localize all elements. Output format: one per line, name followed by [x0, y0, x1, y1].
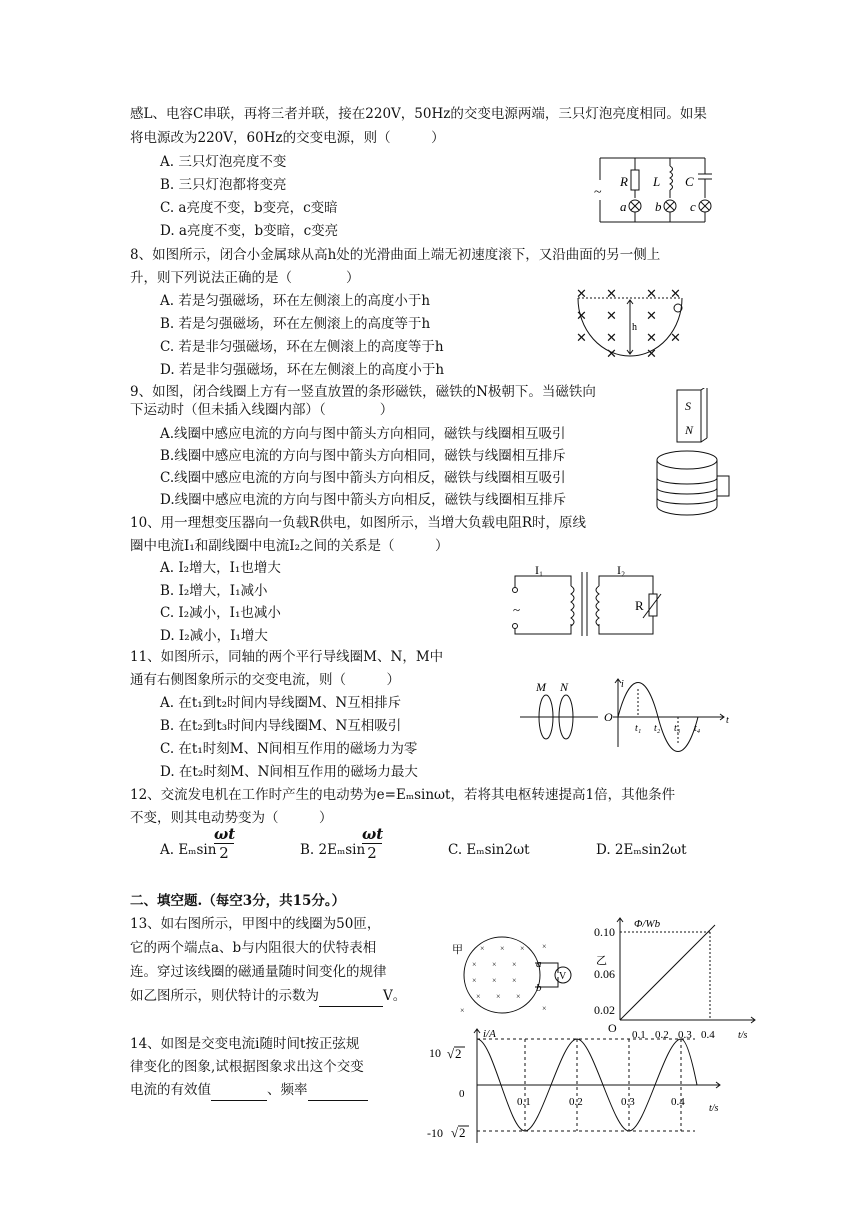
q13-line2: 它的两个端点a、b与内阻很大的伏特表相: [130, 940, 377, 956]
q11-n-label: N: [560, 680, 569, 694]
q7-b-label: b: [655, 199, 662, 214]
svg-text:✕: ✕: [646, 346, 657, 361]
q13-ytick-006: 0.06: [594, 967, 615, 981]
q11-option-a[interactable]: A. 在t₁到t₂时间内导线圈M、N互相排斥: [160, 695, 402, 711]
q9-line1: 9、如图，闭合线圈上方有一竖直放置的条形磁铁，磁铁的N极朝下。当磁铁向: [130, 384, 596, 400]
q9-line2: 下运动时（但未插入线圈内部）（ ）: [130, 402, 394, 418]
q8-option-c[interactable]: C. 若是非匀强磁场，环在左侧滚上的高度等于h: [160, 339, 444, 355]
q8-line1: 8、如图所示，闭合小金属球从高h处的光滑曲面上端无初速度滚下，又沿曲面的另一侧上: [130, 247, 661, 263]
svg-text:×: ×: [472, 976, 477, 985]
q11-line2: 通有右侧图象所示的交变电流，则（ ）: [130, 672, 400, 688]
q11-t3-label: t₃: [674, 723, 681, 734]
q7-line1: 感L、电容C串联，再将三者并联，接在220V，50Hz的交变电源两端，三只灯泡亮度相同。如果: [130, 106, 707, 122]
q13-line1: 13、如右图所示，甲图中的线圈为50匝，: [130, 916, 381, 932]
q10-option-a[interactable]: A. I₂增大，I₁也增大: [160, 560, 281, 576]
q11-origin-label: O: [604, 710, 613, 724]
svg-text:✕: ✕: [646, 308, 657, 323]
svg-text:×: ×: [460, 1006, 465, 1015]
q10-option-b[interactable]: B. I₂增大，I₁减小: [160, 583, 268, 599]
q10-source-label: ~: [513, 602, 521, 617]
q7-c-label: C: [685, 174, 694, 189]
q8-option-d[interactable]: D. 若是非匀强磁场，环在左侧滚上的高度小于h: [160, 362, 445, 378]
q7-option-d[interactable]: D. a亮度不变，b变暗，c变亮: [160, 223, 339, 239]
q11-option-d[interactable]: D. 在t₂时刻M、N间相互作用的磁场力最大: [160, 764, 418, 780]
q14-line3-text: 电流的有效值: [130, 1082, 211, 1098]
q8-option-a[interactable]: A. 若是匀强磁场，环在左侧滚上的高度小于h: [160, 293, 431, 309]
q13-a-label: a: [536, 958, 542, 970]
q11-option-b[interactable]: B. 在t₂到t₃时间内导线圈M、N互相吸引: [160, 718, 402, 734]
q11-t1-label: t₁: [635, 723, 642, 734]
q7-option-b[interactable]: B. 三只灯泡都将变亮: [160, 177, 287, 193]
q8-line2: 升，则下列说法正确的是（ ）: [130, 270, 360, 286]
svg-text:×: ×: [520, 944, 525, 953]
svg-text:×: ×: [480, 944, 485, 953]
svg-text:×: ×: [512, 960, 517, 969]
q13-line3: 连。穿过该线圈的磁通量随时间变化的规律: [130, 964, 387, 980]
q14-xtick-01: 0.1: [517, 1096, 531, 1108]
q13-xtick-02: 0.2: [655, 1029, 669, 1041]
q7-option-c[interactable]: C. a亮度不变，b变亮，c变暗: [160, 200, 338, 216]
q12-option-d[interactable]: D. 2Eₘsin2ωt: [596, 842, 687, 858]
q14-line1: 14、如图是交变电流i随时间t按正弦规: [130, 1036, 360, 1052]
q12-option-a-fraction: [214, 825, 234, 862]
q11-line1: 11、如图所示，同轴的两个平行导线圈M、N，M中: [130, 649, 444, 665]
svg-text:×: ×: [512, 976, 517, 985]
q12-frac-den-b: 2: [367, 844, 377, 862]
q11-t2-label: t₂: [654, 723, 661, 734]
q13-b-label: b: [536, 982, 542, 994]
q12-frac-num-a: ωt: [214, 825, 236, 843]
svg-text:✕: ✕: [606, 286, 617, 301]
q10-option-d[interactable]: D. I₂减小，I₁增大: [160, 628, 268, 644]
q13-xtick-03: 0.3: [678, 1029, 692, 1041]
q10-i1-label: I₁: [535, 563, 544, 577]
q12-option-b-prefix: B. 2Eₘsin: [300, 842, 366, 858]
q13-line4: [130, 986, 406, 1007]
q14-ymax-sqrt-sign: √: [447, 1046, 455, 1061]
section-fill-in-heading: 二、填空题.（每空3分，共15分。）: [130, 893, 346, 909]
svg-text:✕: ✕: [606, 346, 617, 361]
svg-text:✕: ✕: [576, 286, 587, 301]
q7-r-label: R: [620, 174, 628, 189]
q12-option-a[interactable]: [160, 840, 216, 860]
q7-source-label: ~: [594, 185, 602, 200]
q13-unit: V。: [383, 988, 407, 1004]
q8-option-b[interactable]: B. 若是匀强磁场，环在左侧滚上的高度等于h: [160, 316, 431, 332]
q7-line2: 将电源改为220V，60Hz的交变电源，则（ ）: [130, 130, 445, 146]
svg-text:✕: ✕: [576, 330, 587, 345]
q9-magnet-coil-diagram: [655, 388, 735, 518]
svg-text:✕: ✕: [670, 330, 681, 345]
q9-option-b[interactable]: B.线圈中感应电流的方向与图中箭头方向相同，磁铁与线圈相互排斥: [160, 448, 566, 464]
q14-zero-label: 0: [459, 1088, 465, 1100]
svg-text:✕: ✕: [670, 286, 681, 301]
svg-text:✕: ✕: [576, 308, 587, 323]
q14-sine-current-graph: [425, 1025, 735, 1145]
svg-text:×: ×: [542, 942, 547, 951]
q12-option-c[interactable]: C. Eₘsin2ωt: [448, 842, 530, 858]
q14-ymax-sqrt2: 2: [455, 1046, 462, 1061]
q12-option-b-fraction: [362, 825, 382, 862]
svg-text:×: ×: [542, 1004, 547, 1013]
svg-text:×: ×: [496, 992, 501, 1001]
q13-flux-graph: [590, 912, 760, 1042]
q11-option-c[interactable]: C. 在t₁时刻M、N间相互作用的磁场力为零: [160, 741, 418, 757]
q7-c-lamp-label: c: [690, 199, 696, 214]
svg-text:×: ×: [516, 992, 521, 1001]
q10-transformer-diagram: [505, 560, 665, 640]
q14-line2: 律变化的图象,试根据图象求出这个交变: [130, 1059, 364, 1075]
q9-option-c[interactable]: C.线圈中感应电流的方向与图中箭头方向相反，磁铁与线圈相互吸引: [160, 470, 566, 486]
q11-i-axis-label: i: [621, 679, 624, 690]
q9-s-pole: S: [685, 399, 691, 413]
q14-ymin-label: -10: [427, 1126, 443, 1140]
q11-t4-label: t₄: [694, 723, 701, 734]
q13-jia-label: 甲: [452, 944, 463, 956]
q13-flux-origin: O: [608, 1021, 617, 1035]
q7-circuit-diagram: [590, 150, 720, 230]
q14-rms-blank[interactable]: [211, 1080, 267, 1101]
q8-h-label: h: [632, 322, 637, 333]
q10-r-label: R: [635, 598, 644, 613]
q11-m-label: M: [536, 680, 546, 694]
q12-frac-den-a: 2: [219, 844, 229, 862]
q13-xtick-01: 0.1: [632, 1029, 646, 1041]
q8-bowl-field-diagram: [570, 286, 690, 366]
svg-text:×: ×: [476, 992, 481, 1001]
q13-line4-text: 如乙图所示，则伏特计的示数为: [130, 988, 319, 1004]
q14-ymin-sqrt-sign: √: [451, 1125, 459, 1140]
svg-text:✕: ✕: [646, 286, 657, 301]
q10-line1: 10、用一理想变压器向一负载R供电，如图所示，当增大负载电阻R时，原线: [130, 515, 587, 531]
q13-ytick-010: 0.10: [594, 925, 615, 939]
svg-text:×: ×: [492, 976, 497, 985]
q14-xtick-02: 0.2: [569, 1096, 583, 1108]
q12-option-a-prefix: A. Eₘsin: [160, 842, 217, 858]
q9-option-d[interactable]: D.线圈中感应电流的方向与图中箭头方向相反，磁铁与线圈相互排斥: [160, 492, 567, 508]
q12-line1: 12、交流发电机在工作时产生的电动势为e=Eₘsinωt，若将其电枢转速提高1倍，其他条件: [130, 787, 676, 803]
q14-ymin-sqrt2: 2: [459, 1125, 466, 1140]
q14-xtick-03: 0.3: [621, 1096, 635, 1108]
q13-xtick-04: 0.4: [701, 1029, 715, 1041]
svg-text:✕: ✕: [646, 330, 657, 345]
q13-yi-label: 乙: [596, 955, 607, 967]
q12-option-b[interactable]: [300, 840, 365, 860]
q13-flux-ylabel: Φ/Wb: [634, 918, 661, 930]
q14-line3: [130, 1080, 368, 1101]
svg-text:✕: ✕: [606, 330, 617, 345]
q11-t-axis-label: t: [726, 715, 729, 726]
q13-coil-figure: [450, 925, 590, 1025]
q10-option-c[interactable]: C. I₂减小，I₁也减小: [160, 605, 281, 621]
q9-option-a[interactable]: A.线圈中感应电流的方向与图中箭头方向相同，磁铁与线圈相互吸引: [160, 426, 566, 442]
q9-n-pole: N: [685, 423, 694, 437]
q14-ylabel: i/A: [483, 1028, 496, 1040]
q11-coils-and-current-graph: [518, 675, 733, 755]
svg-text:×: ×: [500, 944, 505, 953]
q14-xlabel: t/s: [709, 1103, 719, 1114]
svg-text:×: ×: [472, 960, 477, 969]
q13-flux-xlabel: t/s: [738, 1030, 748, 1041]
svg-text:✕: ✕: [606, 308, 617, 323]
q14-xtick-04: 0.4: [671, 1096, 685, 1108]
q14-ymax-label: 10: [429, 1046, 441, 1060]
q14-line3-freq: 、频率: [267, 1082, 308, 1098]
q12-frac-num-b: ωt: [362, 825, 384, 843]
q7-a-label: a: [620, 199, 627, 214]
q7-option-a[interactable]: A. 三只灯泡亮度不变: [160, 154, 287, 170]
q10-i2-label: I₂: [617, 563, 626, 577]
q10-line2: 圈中电流I₁和副线圈中电流I₂之间的关系是（ ）: [130, 538, 449, 554]
svg-text:×: ×: [492, 960, 497, 969]
q14-frequency-blank[interactable]: [308, 1080, 368, 1101]
q7-l-label: L: [653, 174, 661, 189]
q12-line2: 不变，则其电动势变为（ ）: [130, 810, 333, 826]
q13-voltmeter-label: V: [559, 971, 567, 982]
q13-answer-blank[interactable]: [319, 986, 383, 1007]
q13-ytick-002: 0.02: [594, 1003, 615, 1017]
